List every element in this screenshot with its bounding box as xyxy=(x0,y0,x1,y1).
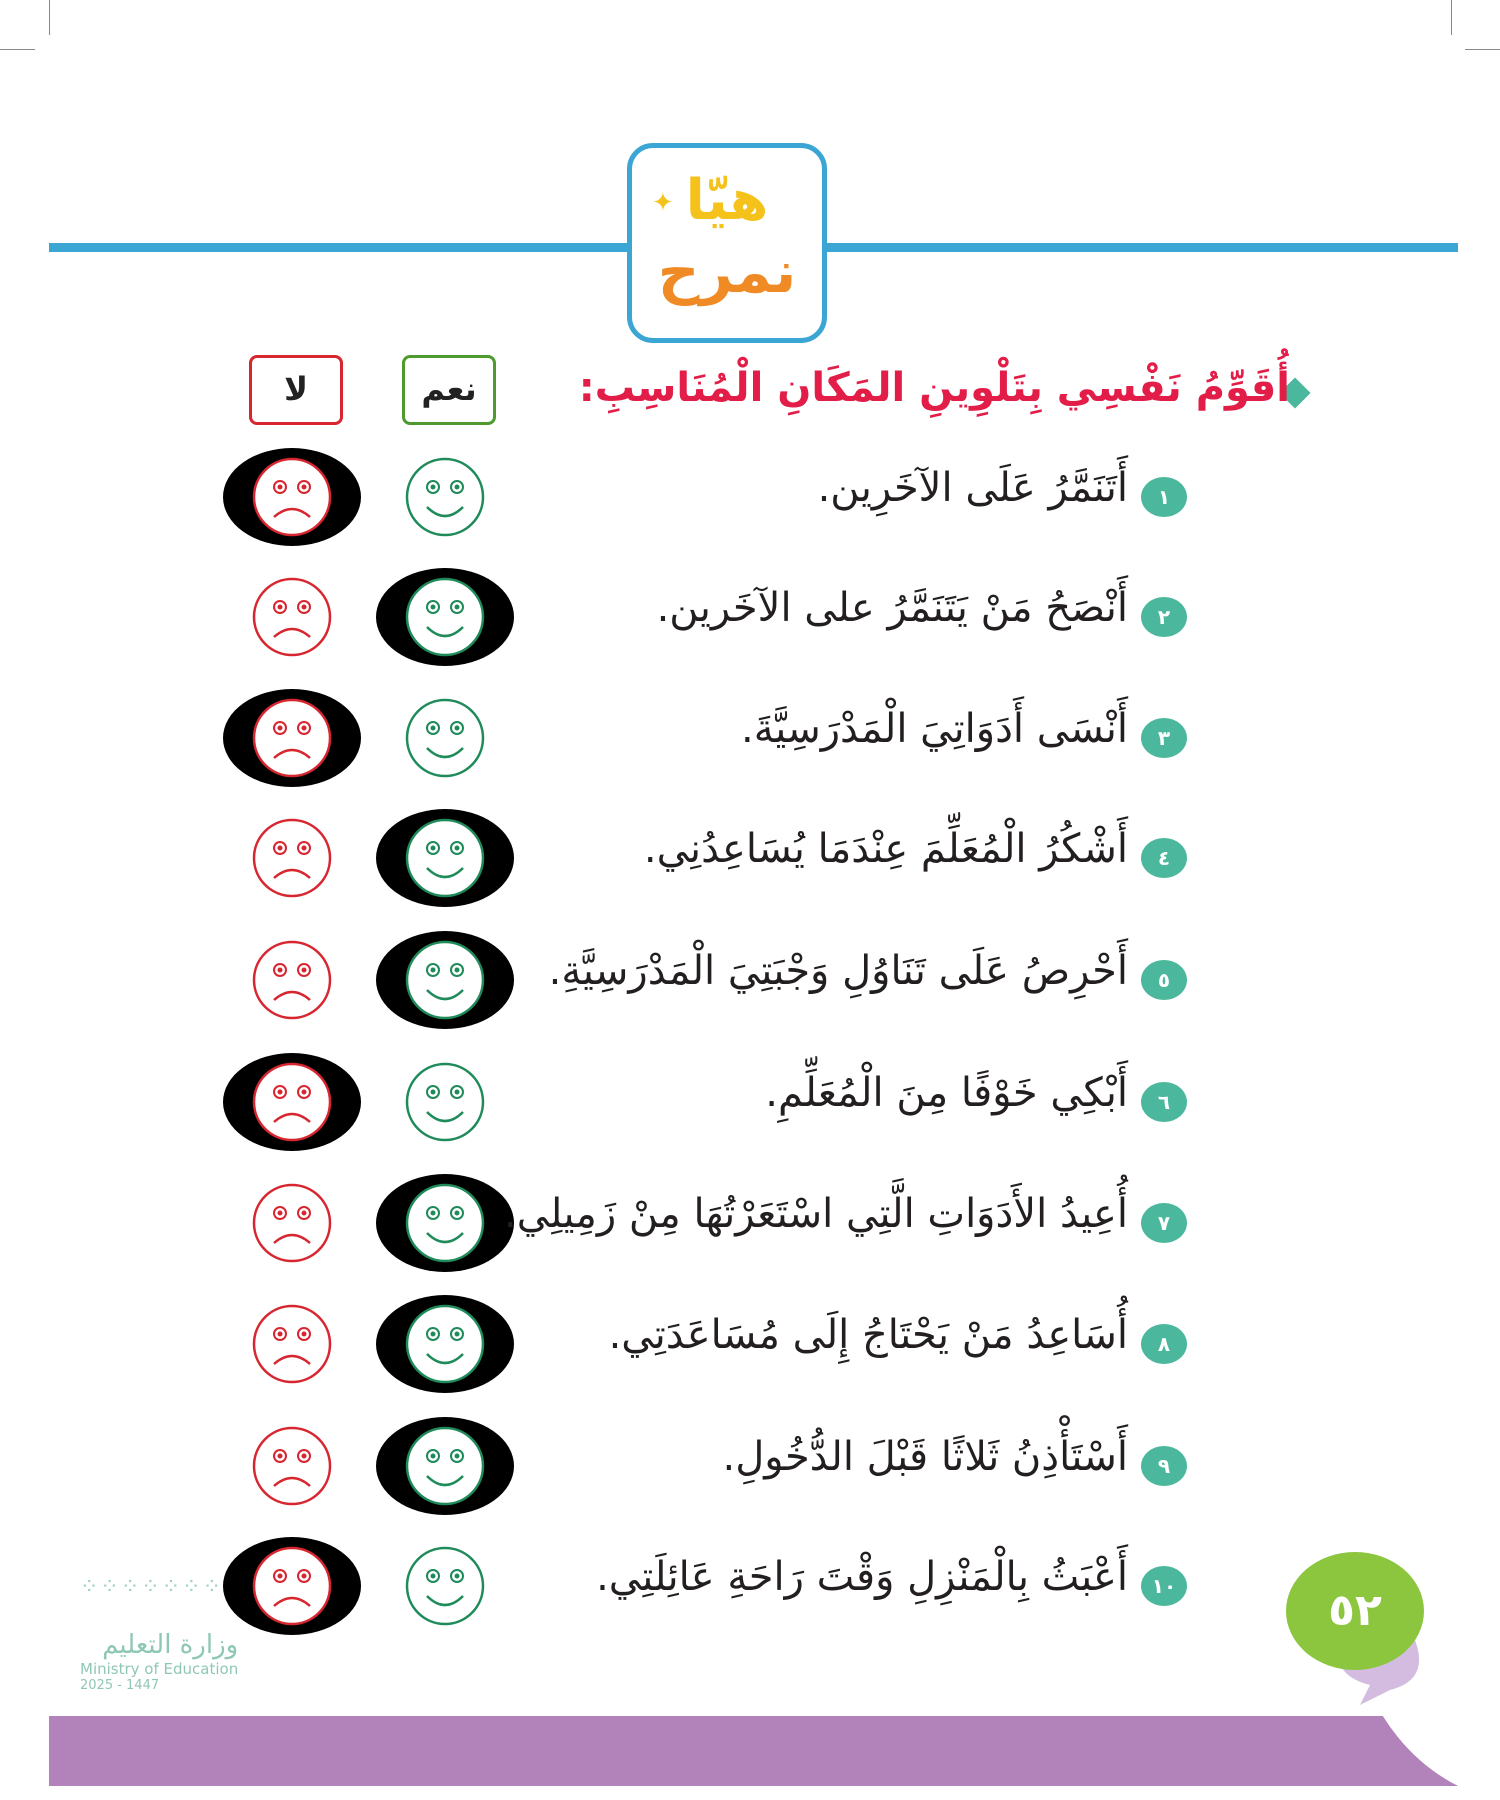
statement-text: أَسْتَأْذِنُ ثَلاثًا قَبْلَ الدُّخُولِ. xyxy=(722,1434,1128,1480)
crop-mark xyxy=(1451,0,1452,35)
statement-text: أَنْسَى أَدَوَاتِيَ الْمَدْرَسِيَّةَ. xyxy=(740,706,1128,752)
ministry-logo xyxy=(80,1575,238,1693)
item-number-badge: ٦ xyxy=(1141,1082,1187,1122)
crop-mark xyxy=(49,0,50,35)
ministry-year: 2025 - 1447 xyxy=(80,1678,160,1693)
statement-text: أَشْكُرُ الْمُعَلِّمَ عِنْدَمَا يُسَاعِدُنِي. xyxy=(643,826,1128,872)
happy-face-icon[interactable] xyxy=(405,698,485,778)
statement-text: أَبْكِي خَوْفًا مِنَ الْمُعَلِّمِ. xyxy=(765,1070,1128,1116)
sad-face-icon[interactable] xyxy=(252,1304,332,1384)
crop-mark xyxy=(1465,49,1500,50)
happy-face-icon[interactable] xyxy=(405,577,485,657)
star-icon: ✦ xyxy=(652,188,674,218)
happy-face-icon[interactable] xyxy=(405,457,485,537)
statement-text: أَحْرِصُ عَلَى تَنَاوُلِ وَجْبَتِيَ الْمَدْرَسِيَّةِ. xyxy=(548,948,1128,994)
sad-face-icon[interactable] xyxy=(252,940,332,1020)
footer-band xyxy=(49,1716,1458,1786)
item-number-badge: ٨ xyxy=(1141,1324,1187,1364)
yes-column-header: نعم xyxy=(402,355,496,425)
sad-face-icon[interactable] xyxy=(252,698,332,778)
item-number-badge: ٤ xyxy=(1141,838,1187,878)
statement-text: أَتَنَمَّرُ عَلَى الآخَرِين. xyxy=(817,465,1128,511)
statement-text: أُعِيدُ الأَدَوَاتِ الَّتِي اسْتَعَرْتُهَا مِنْ زَمِيلِي. xyxy=(504,1191,1128,1237)
item-number-badge: ٣ xyxy=(1141,718,1187,758)
happy-face-icon[interactable] xyxy=(405,1546,485,1626)
happy-face-icon[interactable] xyxy=(405,1426,485,1506)
happy-face-icon[interactable] xyxy=(405,940,485,1020)
sad-face-icon[interactable] xyxy=(252,1183,332,1263)
page-number: ٥٢ xyxy=(1286,1552,1424,1670)
statement-text: أُسَاعِدُ مَنْ يَحْتَاجُ إِلَى مُسَاعَدَتِي. xyxy=(608,1312,1128,1358)
ministry-dots-icon: ⁘⁘⁘⁘⁘⁘⁘ xyxy=(80,1575,224,1600)
ministry-english: Ministry of Education xyxy=(80,1660,239,1678)
sad-face-icon[interactable] xyxy=(252,457,332,537)
sad-face-icon[interactable] xyxy=(252,1426,332,1506)
happy-face-icon[interactable] xyxy=(405,1304,485,1384)
statement-text: أَنْصَحُ مَنْ يَتَنَمَّرُ على الآخَرين. xyxy=(656,585,1128,631)
item-number-badge: ١٠ xyxy=(1141,1566,1187,1606)
happy-face-icon[interactable] xyxy=(405,818,485,898)
sad-face-icon[interactable] xyxy=(252,1546,332,1626)
sad-face-icon[interactable] xyxy=(252,577,332,657)
crop-mark xyxy=(0,49,35,50)
statement-text: أَعْبَثُ بِالْمَنْزِلِ وَقْتَ رَاحَةِ عَائِلَتِي. xyxy=(596,1554,1128,1600)
item-number-badge: ٢ xyxy=(1141,597,1187,637)
sad-face-icon[interactable] xyxy=(252,818,332,898)
item-number-badge: ١ xyxy=(1141,477,1187,517)
happy-face-icon[interactable] xyxy=(405,1062,485,1142)
exercise-title: أُقَوِّمُ نَفْسِي بِتَلْوِينِ المَكَانِ الْمُنَاسِبِ: xyxy=(578,365,1290,411)
question-row xyxy=(0,948,1500,1090)
ministry-arabic: وزارة التعليم xyxy=(102,1630,239,1660)
sad-face-icon[interactable] xyxy=(252,1062,332,1142)
happy-face-icon[interactable] xyxy=(405,1183,485,1263)
logo-line2: نمرح xyxy=(657,238,797,306)
item-number-badge: ٧ xyxy=(1141,1203,1187,1243)
item-number-badge: ٩ xyxy=(1141,1446,1187,1486)
item-number-badge: ٥ xyxy=(1141,960,1187,1000)
no-column-header: لا xyxy=(249,355,343,425)
lets-play-logo xyxy=(627,143,827,343)
logo-line1: هيّا xyxy=(685,168,769,233)
